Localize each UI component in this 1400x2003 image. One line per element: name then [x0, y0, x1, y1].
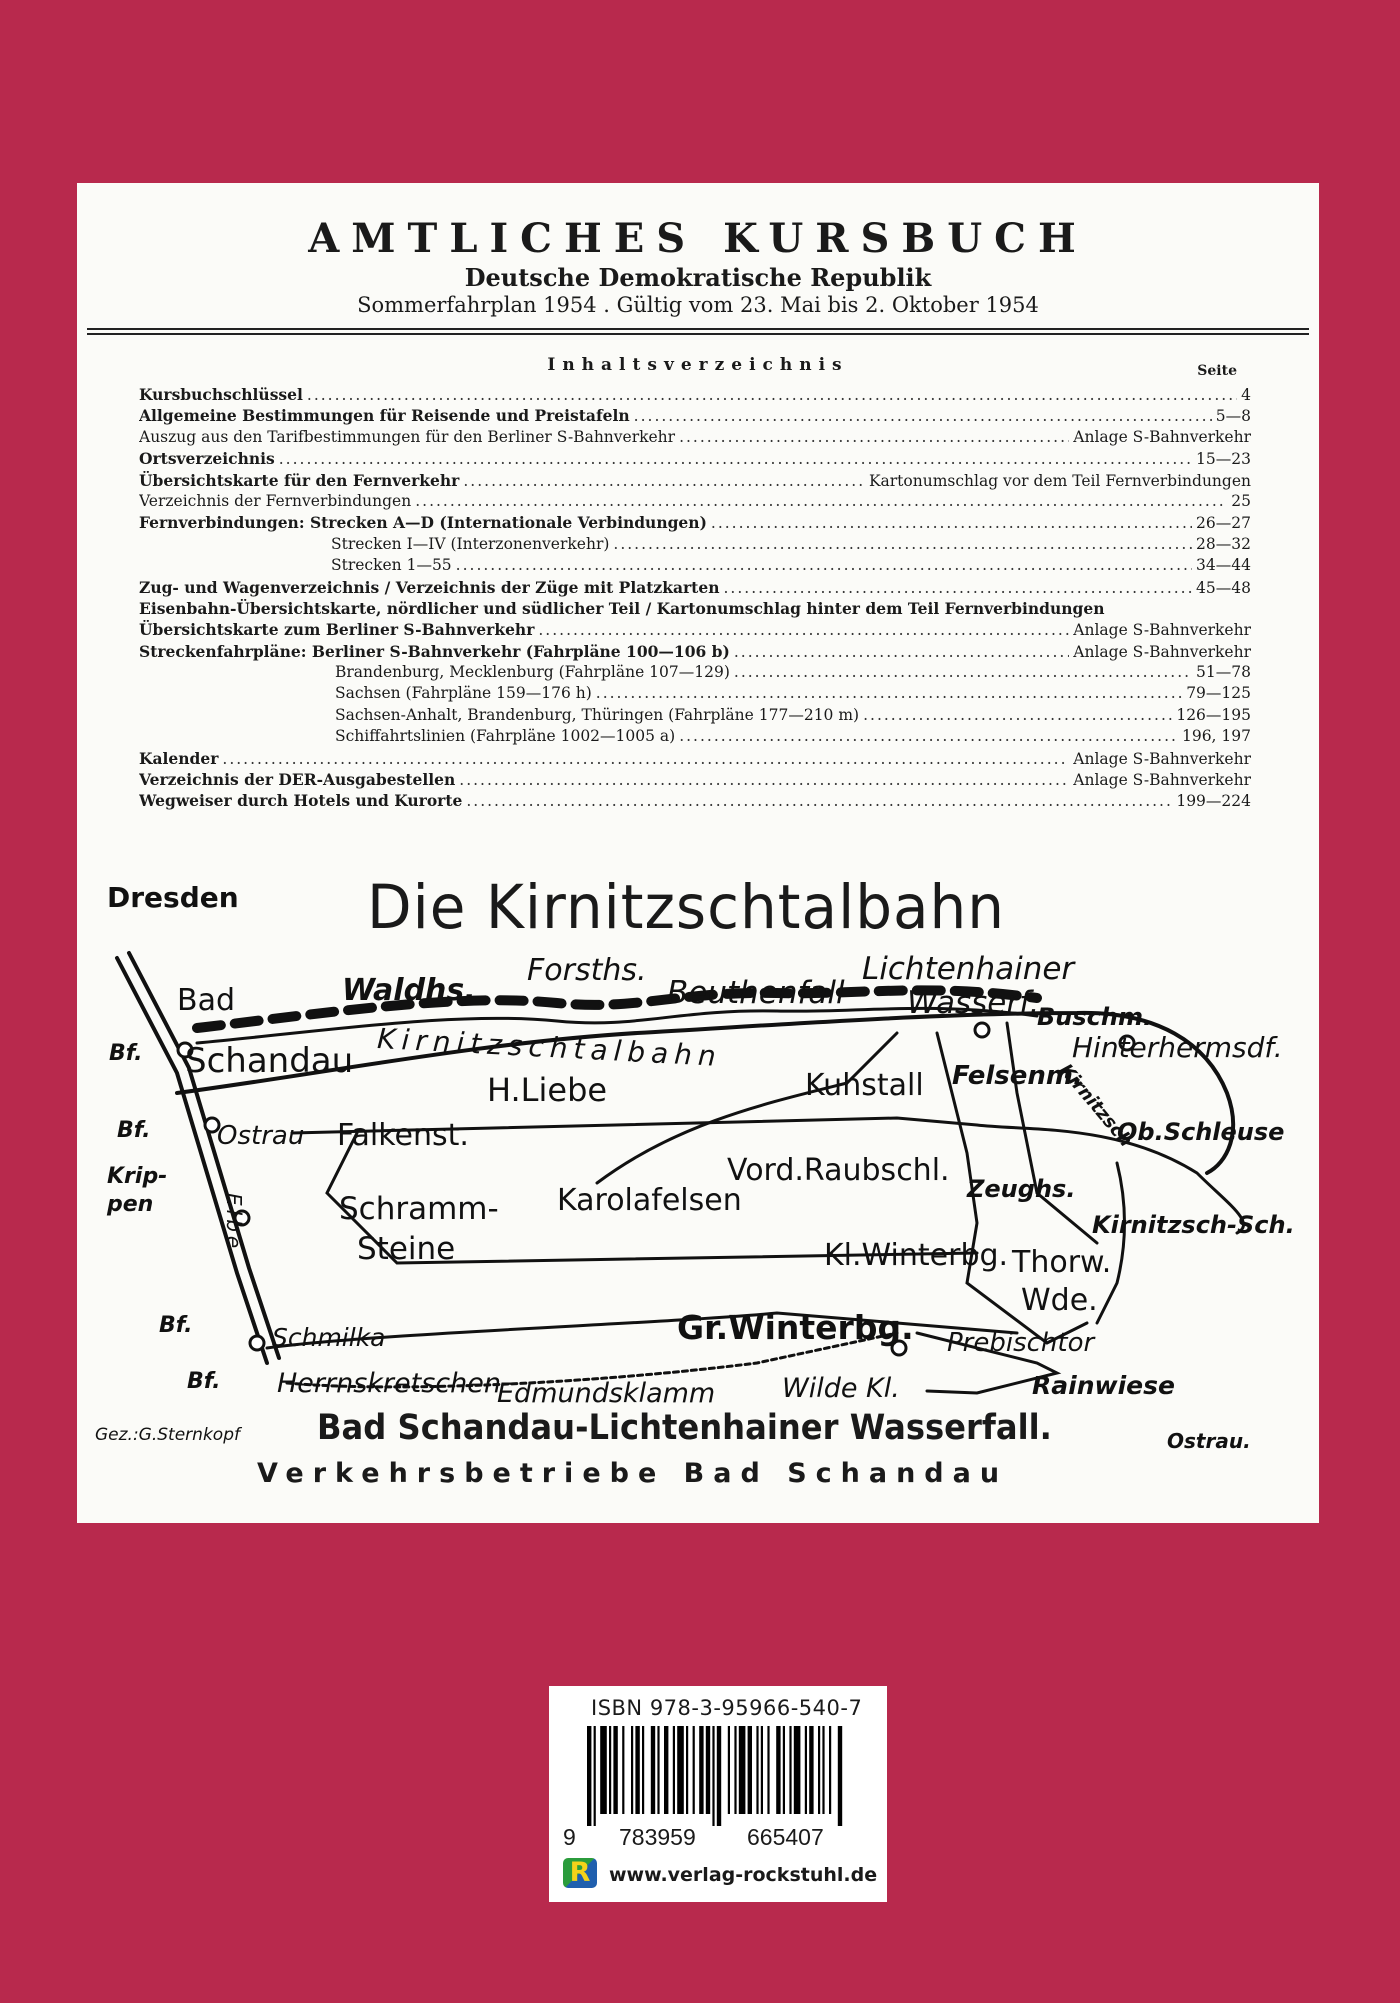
barcode-bar [686, 1726, 688, 1814]
barcode-digits-right: 665407 [747, 1824, 824, 1850]
map-label-dresden: Dresden [107, 881, 239, 914]
toc-list [139, 385, 1251, 813]
map-label-ostrau-corner: Ostrau. [1167, 1429, 1251, 1453]
toc-page: Anlage S-Bahnverkehr [1073, 621, 1251, 640]
toc-row [139, 428, 1251, 449]
map-label-schramm: Schramm- [339, 1191, 499, 1227]
barcode-bar [838, 1726, 842, 1826]
isbn-text: ISBN 978-3-95966-540-7 [591, 1696, 863, 1720]
map-label-lichtenhainer: Lichtenhainer [862, 951, 1075, 987]
toc-label: Wegweiser durch Hotels und Kurorte [139, 791, 463, 811]
map-label-kuhstall: Kuhstall [805, 1068, 924, 1103]
barcode-bar [693, 1726, 695, 1814]
toc-label: Verzeichnis der Fernverbindungen [139, 491, 412, 510]
barcode-bars [549, 1726, 887, 1846]
barcode-bar [600, 1726, 607, 1814]
barcode-bar [635, 1726, 639, 1814]
barcode-bar [734, 1726, 736, 1814]
map-label-ostrau: Ostrau [217, 1121, 305, 1151]
scanned-page [77, 183, 1319, 1523]
toc-label: Strecken 1—55 [331, 556, 452, 575]
toc-row [139, 492, 1251, 513]
barcode-bar [728, 1726, 730, 1814]
map-label-felsenm: Felsenm. [952, 1061, 1083, 1091]
barcode-bar [717, 1726, 721, 1826]
map-publisher: Verkehrsbetriebe Bad Schandau [257, 1458, 1009, 1489]
barcode-bar [706, 1726, 710, 1814]
kirnitzschtalbahn-map [77, 863, 1319, 1523]
map-label-kirnitzschtalbahn: Kirnitzschtalbahn [376, 1021, 723, 1074]
map-label-hinterhermsdf: Hinterhermsdf. [1072, 1031, 1283, 1064]
toc-page: 126—195 [1176, 705, 1251, 724]
map-label-wde: Wde. [1021, 1283, 1098, 1318]
map-label-bf: Bf. [159, 1313, 193, 1338]
map-label-buschm: Buschm. [1037, 1003, 1153, 1031]
barcode-bar [642, 1726, 644, 1814]
map-label-kirnitzschsch: Kirnitzsch-Sch. [1092, 1211, 1295, 1239]
toc-page: 28—32 [1196, 534, 1251, 553]
toc-page: 26—27 [1196, 514, 1251, 533]
map-label-herrnskretschen: Herrnskretschen [277, 1368, 501, 1399]
barcode-bar [739, 1726, 746, 1814]
toc-row [139, 578, 1251, 599]
barcode-bar [794, 1726, 801, 1814]
map-label-forsths: Forsths. [527, 953, 647, 988]
barcode-bar [609, 1726, 611, 1814]
barcode-bar [809, 1726, 813, 1814]
toc-page: 51—78 [1196, 663, 1251, 682]
map-label-schmilka: Schmilka [272, 1323, 386, 1352]
toc-label: Fernverbindungen: Strecken A—D (Internationale Verbindungen) [139, 513, 707, 533]
toc-label: Allgemeine Bestimmungen für Reisende und Preistafeln [139, 406, 630, 426]
map-label-falkenst: Falkenst. [337, 1118, 469, 1153]
barcode-bar [767, 1726, 769, 1814]
barcode-bar [712, 1726, 714, 1826]
publisher-logo-icon: R [563, 1858, 597, 1888]
toc-page: 199—224 [1176, 792, 1251, 811]
barcode-bar [699, 1726, 703, 1814]
barcode-digits-left: 783959 [619, 1824, 696, 1850]
toc-page: 34—44 [1196, 556, 1251, 575]
toc-label: Eisenbahn-Übersichtskarte, nördlicher und südlicher Teil / Kartonumschlag hinter dem Teil Fernverbindungen [139, 598, 1105, 618]
toc-row [139, 535, 1251, 556]
toc-label: Sachsen-Anhalt, Brandenburg, Thüringen (Fahrpläne 177—210 m) [335, 705, 860, 724]
toc-label: Auszug aus den Tarifbestimmungen für den Berliner S-Bahnverkehr [139, 427, 676, 446]
toc-label: Strecken I—IV (Interzonenverkehr) [331, 534, 610, 553]
toc-label: Brandenburg, Mecklenburg (Fahrpläne 107—129) [335, 663, 730, 682]
kursbuch-subtitle: Deutsche Demokratische Republik [464, 263, 932, 292]
path-schleuse [1097, 1163, 1125, 1323]
toc-row [139, 642, 1251, 663]
barcode-bar [783, 1726, 785, 1814]
map-label-edmundsklamm: Edmundsklamm [497, 1378, 716, 1409]
toc-page: Anlage S-Bahnverkehr [1073, 427, 1251, 446]
station-schmilka [250, 1336, 264, 1350]
toc-page: 196, 197 [1181, 727, 1251, 746]
barcode-bar [818, 1726, 820, 1814]
toc-page: 4 [1241, 386, 1251, 404]
header-rule-top [87, 328, 1309, 330]
toc-label: Ortsverzeichnis [139, 449, 275, 469]
toc-row [139, 706, 1251, 727]
toc-page: 45—48 [1196, 578, 1251, 597]
kursbuch-title: AMTLICHES KURSBUCH [308, 215, 1088, 262]
toc-row [139, 727, 1251, 748]
toc-row [139, 663, 1251, 684]
validity-dates: Sommerfahrplan 1954 . Gültig vom 23. Mai bis 2. Oktober 1954 [357, 293, 1039, 317]
map-label-bf: Bf. [117, 1118, 151, 1143]
map-title: Die Kirnitzschtalbahn [367, 871, 1006, 943]
barcode-bar [622, 1726, 624, 1814]
toc-seite-label: Seite [1197, 363, 1237, 379]
toc-row [139, 471, 1251, 492]
map-label-bad: Bad [177, 983, 236, 1018]
toc-label: Streckenfahrpläne: Berliner S-Bahnverkehr (Fahrpläne 100—106 b) [139, 641, 730, 661]
barcode-bar [776, 1726, 780, 1814]
toc-page: Anlage S-Bahnverkehr [1073, 642, 1251, 661]
isbn-barcode-box [549, 1686, 887, 1902]
toc-label: Verzeichnis der DER-Ausgabestellen [139, 770, 456, 790]
toc-label: Übersichtskarte für den Fernverkehr [139, 470, 460, 490]
toc-row [139, 556, 1251, 577]
toc-row [139, 770, 1251, 791]
map-label-bf: Bf. [109, 1041, 143, 1066]
barcode-bar [829, 1726, 831, 1814]
barcode-bar [594, 1726, 596, 1826]
toc-page: 79—125 [1186, 684, 1251, 703]
map-label-grwinterbg: Gr.Winterbg. [677, 1308, 914, 1347]
toc-page: 5—8 [1215, 407, 1251, 426]
map-label-steine: Steine [357, 1231, 456, 1267]
barcode-bar [631, 1726, 633, 1814]
station-lichtenhainer [975, 1023, 989, 1037]
map-label-wildekl: Wilde Kl. [782, 1373, 900, 1404]
map-footer: Bad Schandau-Lichtenhainer Wasserfall. [317, 1408, 1052, 1448]
toc-page: Anlage S-Bahnverkehr [1073, 771, 1251, 790]
map-label-prebischtor: Prebischtor [947, 1328, 1095, 1358]
map-label-schandau: Schandau [185, 1041, 354, 1081]
toc-page: 25 [1231, 491, 1251, 510]
toc-row [139, 620, 1251, 641]
toc-label: Übersichtskarte zum Berliner S-Bahnverkehr [139, 620, 535, 640]
toc-row [139, 449, 1251, 470]
toc-row [139, 385, 1251, 406]
toc-page: 15—23 [1196, 450, 1251, 469]
map-label-obschleuse: Ob.Schleuse [1117, 1118, 1285, 1146]
map-label-rainwiese: Rainwiese [1032, 1371, 1175, 1400]
barcode-bar [587, 1726, 591, 1826]
toc-page: Kartonumschlag vor dem Teil Fernverbindungen [868, 471, 1251, 490]
map-label-krippen: Krip- pen [107, 1164, 168, 1217]
barcode-digit-first: 9 [563, 1824, 576, 1850]
toc-row [139, 684, 1251, 705]
map-credit: Gez.:G.Sternkopf [95, 1425, 240, 1445]
map-label-hliebe: H.Liebe [487, 1071, 608, 1109]
toc-label: Kursbuchschlüssel [139, 385, 303, 404]
map-label-beuthenfall: Beuthenfall [667, 975, 845, 1011]
toc-page: Anlage S-Bahnverkehr [1073, 749, 1251, 768]
map-label-zeughs: Zeughs. [967, 1175, 1076, 1203]
toc-row [139, 791, 1251, 812]
barcode-bar [748, 1726, 752, 1814]
map-label-thorw: Thorw. [1012, 1245, 1112, 1280]
toc-title: Inhaltsverzeichnis [547, 355, 849, 375]
toc-label: Schiffahrtslinien (Fahrpläne 1002—1005 a) [335, 727, 676, 746]
publisher-website: www.verlag-rockstuhl.de [609, 1864, 878, 1886]
map-label-karolafelsen: Karolafelsen [557, 1183, 742, 1218]
map-label-klwinterbg: Kl.Winterbg. [824, 1238, 1009, 1273]
barcode-bar [613, 1726, 617, 1814]
map-label-wasserf: Wasserf. [907, 985, 1040, 1021]
header-rule-bottom [87, 333, 1309, 335]
toc-row [139, 513, 1251, 534]
barcode-bar [822, 1726, 824, 1814]
barcode-bar [664, 1726, 668, 1814]
map-label-bf: Bf. [187, 1369, 221, 1394]
map-label-vordraubschl: Vord.Raubschl. [727, 1153, 950, 1188]
toc-row [139, 599, 1251, 620]
barcode-bar [657, 1726, 659, 1814]
map-label-kirnitzsch: Kirnitzsch [1055, 1059, 1137, 1152]
barcode-bar [761, 1726, 763, 1814]
toc-label: Sachsen (Fahrpläne 159—176 h) [335, 684, 592, 703]
toc-row [139, 749, 1251, 770]
barcode-bar [756, 1726, 758, 1814]
map-label-waldhs: Waldhs. [342, 973, 476, 1008]
toc-row [139, 406, 1251, 427]
barcode-bar [677, 1726, 684, 1814]
barcode-bar [805, 1726, 807, 1814]
barcode-bar [651, 1726, 655, 1814]
barcode-bar [673, 1726, 675, 1814]
toc-label: Zug- und Wagenverzeichnis / Verzeichnis der Züge mit Platzkarten [139, 577, 720, 597]
toc-label: Kalender [139, 748, 219, 768]
map-label-elbe: Elbe [222, 1193, 246, 1253]
barcode-bar [789, 1726, 791, 1814]
